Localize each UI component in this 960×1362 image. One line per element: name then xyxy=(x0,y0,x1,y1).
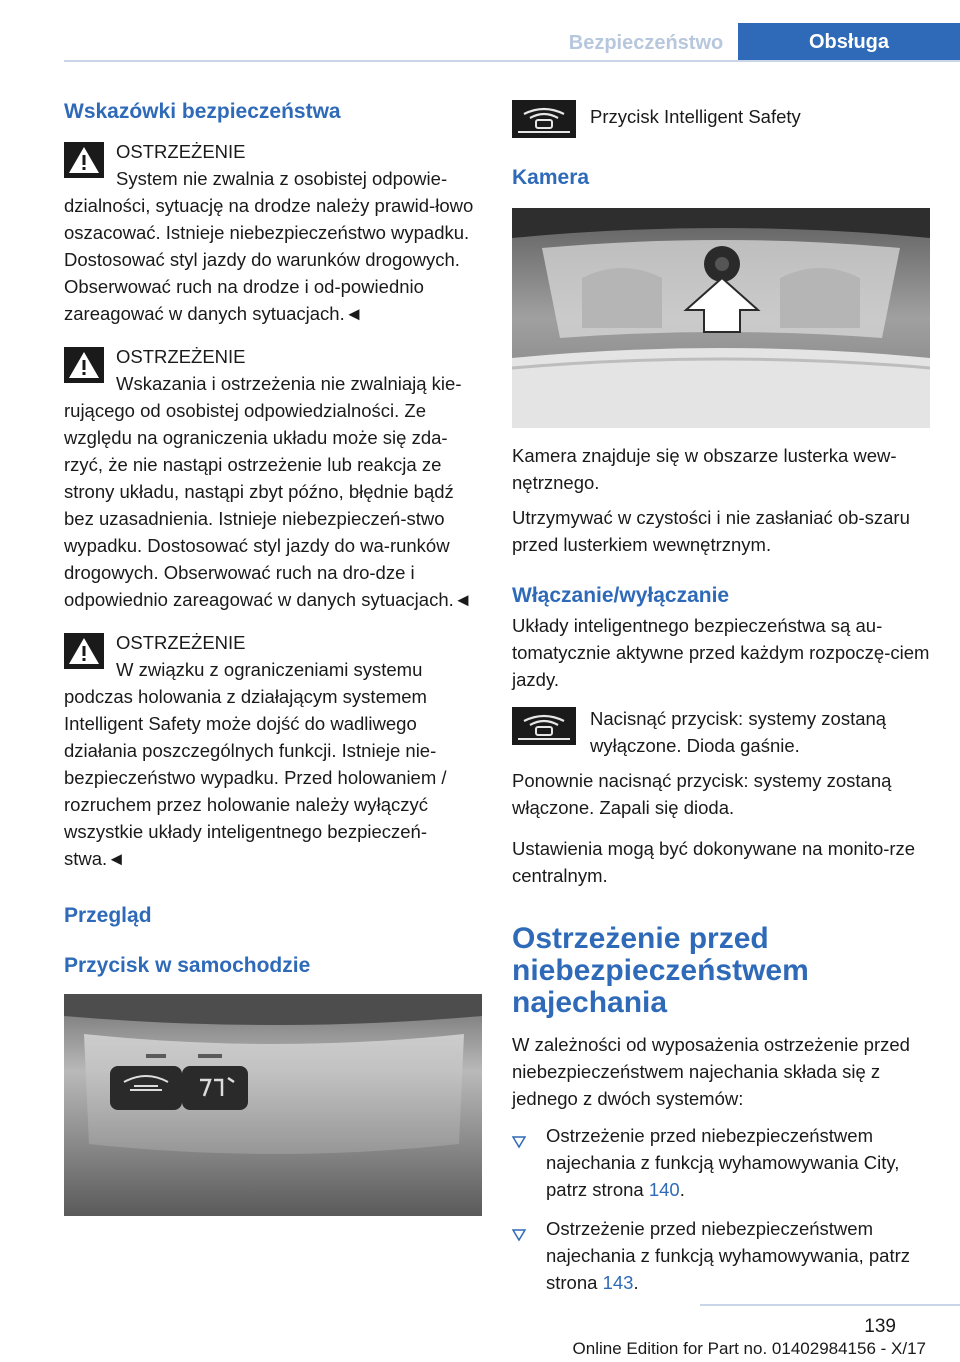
heading-collision-warning: Ostrzeżenie przed niebezpieczeństwem najechania xyxy=(512,922,809,1019)
list-item-end: . xyxy=(633,1272,639,1293)
header-chapter-tab: Obsługa xyxy=(738,23,960,61)
page-number: 139 xyxy=(864,1316,896,1337)
warning-block xyxy=(64,343,482,613)
intelligent-safety-button-icon xyxy=(512,100,576,138)
onoff-paragraph-2: Ponownie nacisnąć przycisk: systemy zostaną włączone. Zapali się dioda. xyxy=(512,770,892,818)
triangle-bullet-icon xyxy=(512,1129,526,1143)
collision-systems-list xyxy=(512,1122,930,1296)
list-item-text: Ostrzeżenie przed niebezpieczeństwem najechania z funkcją wyhamowywania, patrz strona xyxy=(546,1218,911,1293)
header-section-label: Bezpieczeństwo xyxy=(568,32,724,54)
heading-on-off: Włączanie/wyłączanie xyxy=(512,584,730,607)
footer-rule xyxy=(700,1304,960,1306)
warning-label: OSTRZEŻENIE xyxy=(116,141,246,162)
onoff-button-text: Nacisnąć przycisk: systemy zostaną wyłączone. Dioda gaśnie. xyxy=(590,708,887,756)
heading-overview: Przegląd xyxy=(64,904,152,927)
heading-button-in-car: Przycisk w samochodzie xyxy=(64,954,311,977)
right-column xyxy=(512,98,930,1308)
warning-triangle-icon xyxy=(64,347,104,383)
warning-label: OSTRZEŻENIE xyxy=(116,632,246,653)
camera-paragraph-1: Kamera znajduje się w obszarze lusterka wew-nętrznego. xyxy=(512,445,897,493)
warning-text: System nie zwalnia z osobistej odpowie-dzialności, sytuację na drodze należy prawid-łowo oszacować. Istnieje niebezpieczeństwo wypadku. Dostosować styl jazdy do warunków drogowych. Obserwować ruch na drodze i od-powiednio zareagować w danych sytuacjach.◄ xyxy=(64,168,474,324)
camera-photo xyxy=(512,208,930,428)
warning-text: W związku z ograniczeniami systemu podczas holowania z działającym systemem Intelligent Safety może dojść do wadliwego działania poszczególnych funkcji. Istnieje nie-bezpieczeństwo wypadku. Przed holowaniem / rozruchem przez holowanie należy wyłączyć wszystkie układy inteligentnego bezpieczeń-stwa.◄ xyxy=(64,659,447,869)
warning-block xyxy=(64,138,482,327)
warning-triangle-icon xyxy=(64,142,104,178)
warning-block xyxy=(64,629,482,872)
heading-safety-tips: Wskazówki bezpieczeństwa xyxy=(64,100,341,123)
list-item-end: . xyxy=(679,1179,685,1200)
list-item-text: Ostrzeżenie przed niebezpieczeństwem najechania z funkcją wyhamowywania City, patrz strona xyxy=(546,1125,900,1200)
onoff-paragraph-1: Układy inteligentnego bezpieczeństwa są au-tomatycznie aktywne przed każdym rozpoczę-ciem jazdy. xyxy=(512,615,930,690)
onoff-paragraph-3: Ustawienia mogą być dokonywane na monito-rze centralnym. xyxy=(512,838,916,886)
warning-text: Wskazania i ostrzeżenia nie zwalniają kie-rującego od osobistej odpowiedzialności. Ze względu na ograniczenia układu może się zda-rzyć, że nie nastąpi ostrzeżenie lub reakcja ze strony układu, nastąpi zbyt późno, błędnie bądź bez uzasadnienia. Istnieje niebezpieczeń-stwo wypadku. Dostosować styl jazdy do wa-runków drogowych. Obserwować ruch na dro-dze i odpowiednio zareagować w danych sytuacjach.◄ xyxy=(64,373,473,610)
camera-paragraph-2: Utrzymywać w czystości i nie zasłaniać ob-szaru przed lusterkiem wewnętrznym. xyxy=(512,507,910,555)
triangle-bullet-icon xyxy=(512,1222,526,1236)
list-item xyxy=(512,1215,930,1296)
warning-label: OSTRZEŻENIE xyxy=(116,346,246,367)
page-link[interactable]: 140 xyxy=(648,1179,680,1200)
warning-triangle-icon xyxy=(64,633,104,669)
list-item xyxy=(512,1122,930,1203)
button-caption-row xyxy=(512,98,930,142)
page-link[interactable]: 143 xyxy=(602,1272,634,1293)
left-column xyxy=(64,98,482,1216)
button-photo xyxy=(64,994,482,1216)
collision-paragraph-1: W zależności od wyposażenia ostrzeżenie przed niebezpieczeństwem najechania składa się z jednego z dwóch systemów: xyxy=(512,1034,910,1109)
heading-camera: Kamera xyxy=(512,166,590,189)
onoff-button-row xyxy=(512,705,930,759)
header-rule xyxy=(64,60,960,62)
intelligent-safety-button-icon xyxy=(512,707,576,745)
edition-footer: Online Edition for Part no. 01402984156 - X/17 xyxy=(572,1339,926,1358)
button-caption: Przycisk Intelligent Safety xyxy=(590,106,801,127)
